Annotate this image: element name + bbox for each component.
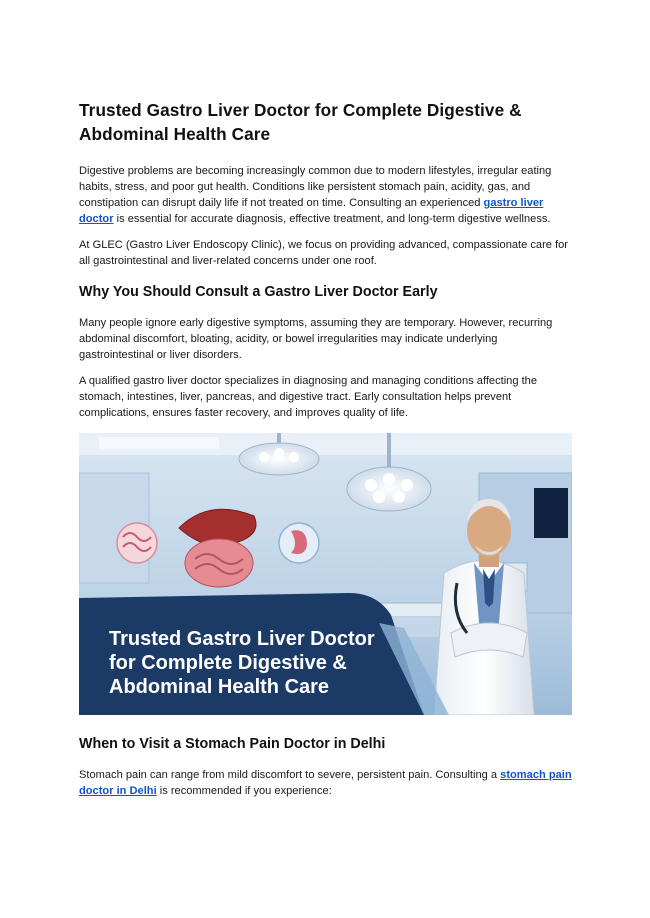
consult-early-paragraph-1: Many people ignore early digestive symptoms, assuming they are temporary. However, recurring abdominal discomfort, bloating, acidity, or bowel irregularities may indicate underlying gastrointestinal or liver disorders.	[79, 317, 553, 361]
intestine-icon	[117, 523, 157, 563]
stomach-pain-text-before: Stomach pain can range from mild discomfort to severe, persistent pain. Consulting a	[79, 769, 501, 781]
page-title: Trusted Gastro Liver Doctor for Complete Digestive & Abdominal Health Care	[79, 100, 522, 144]
gastro-liver-doctor-link[interactable]: gastro liver doctor	[79, 197, 544, 225]
monitor-screen	[534, 488, 568, 538]
stomach-pain-text-after: is recommended if you experience:	[156, 785, 332, 797]
stomach-icon	[279, 523, 319, 563]
digestive-system-icon	[185, 539, 253, 587]
intro-paragraph-1	[79, 163, 574, 227]
intro-paragraph-2: At GLEC (Gastro Liver Endoscopy Clinic), we focus on providing advanced, compassionate care for all gastrointestinal and liver-related concerns under one roof.	[79, 239, 568, 267]
section-heading-consult-early: Why You Should Consult a Gastro Liver Doctor Early	[79, 284, 438, 300]
hero-title-line-2: for Complete Digestive &	[109, 652, 347, 674]
consult-early-paragraph-2: A qualified gastro liver doctor specializes in diagnosing and managing conditions affecting the stomach, intestines, liver, pancreas, and digestive tract. Early consultation helps prevent complications, ensures faster recovery, and improves quality of life.	[79, 375, 538, 419]
hero-image	[79, 433, 572, 715]
intro-text-before: Digestive problems are becoming increasingly common due to modern lifestyles, irregular eating habits, stress, and poor gut health. Conditions like persistent stomach pain, acidity, gas, and constipation can disrupt daily life if not treated on time. Consulting an experienced	[79, 165, 552, 209]
stomach-pain-paragraph	[79, 767, 574, 799]
article	[79, 98, 574, 809]
hero-title-line-1: Trusted Gastro Liver Doctor	[109, 628, 375, 650]
stomach-pain-doctor-link[interactable]: stomach pain doctor in Delhi	[79, 769, 572, 797]
hero-title-line-3: Abdominal Health Care	[109, 676, 330, 698]
section-heading-stomach-pain: When to Visit a Stomach Pain Doctor in Delhi	[79, 736, 386, 752]
intro-text-after: is essential for accurate diagnosis, effective treatment, and long-term digestive wellness.	[113, 213, 551, 225]
